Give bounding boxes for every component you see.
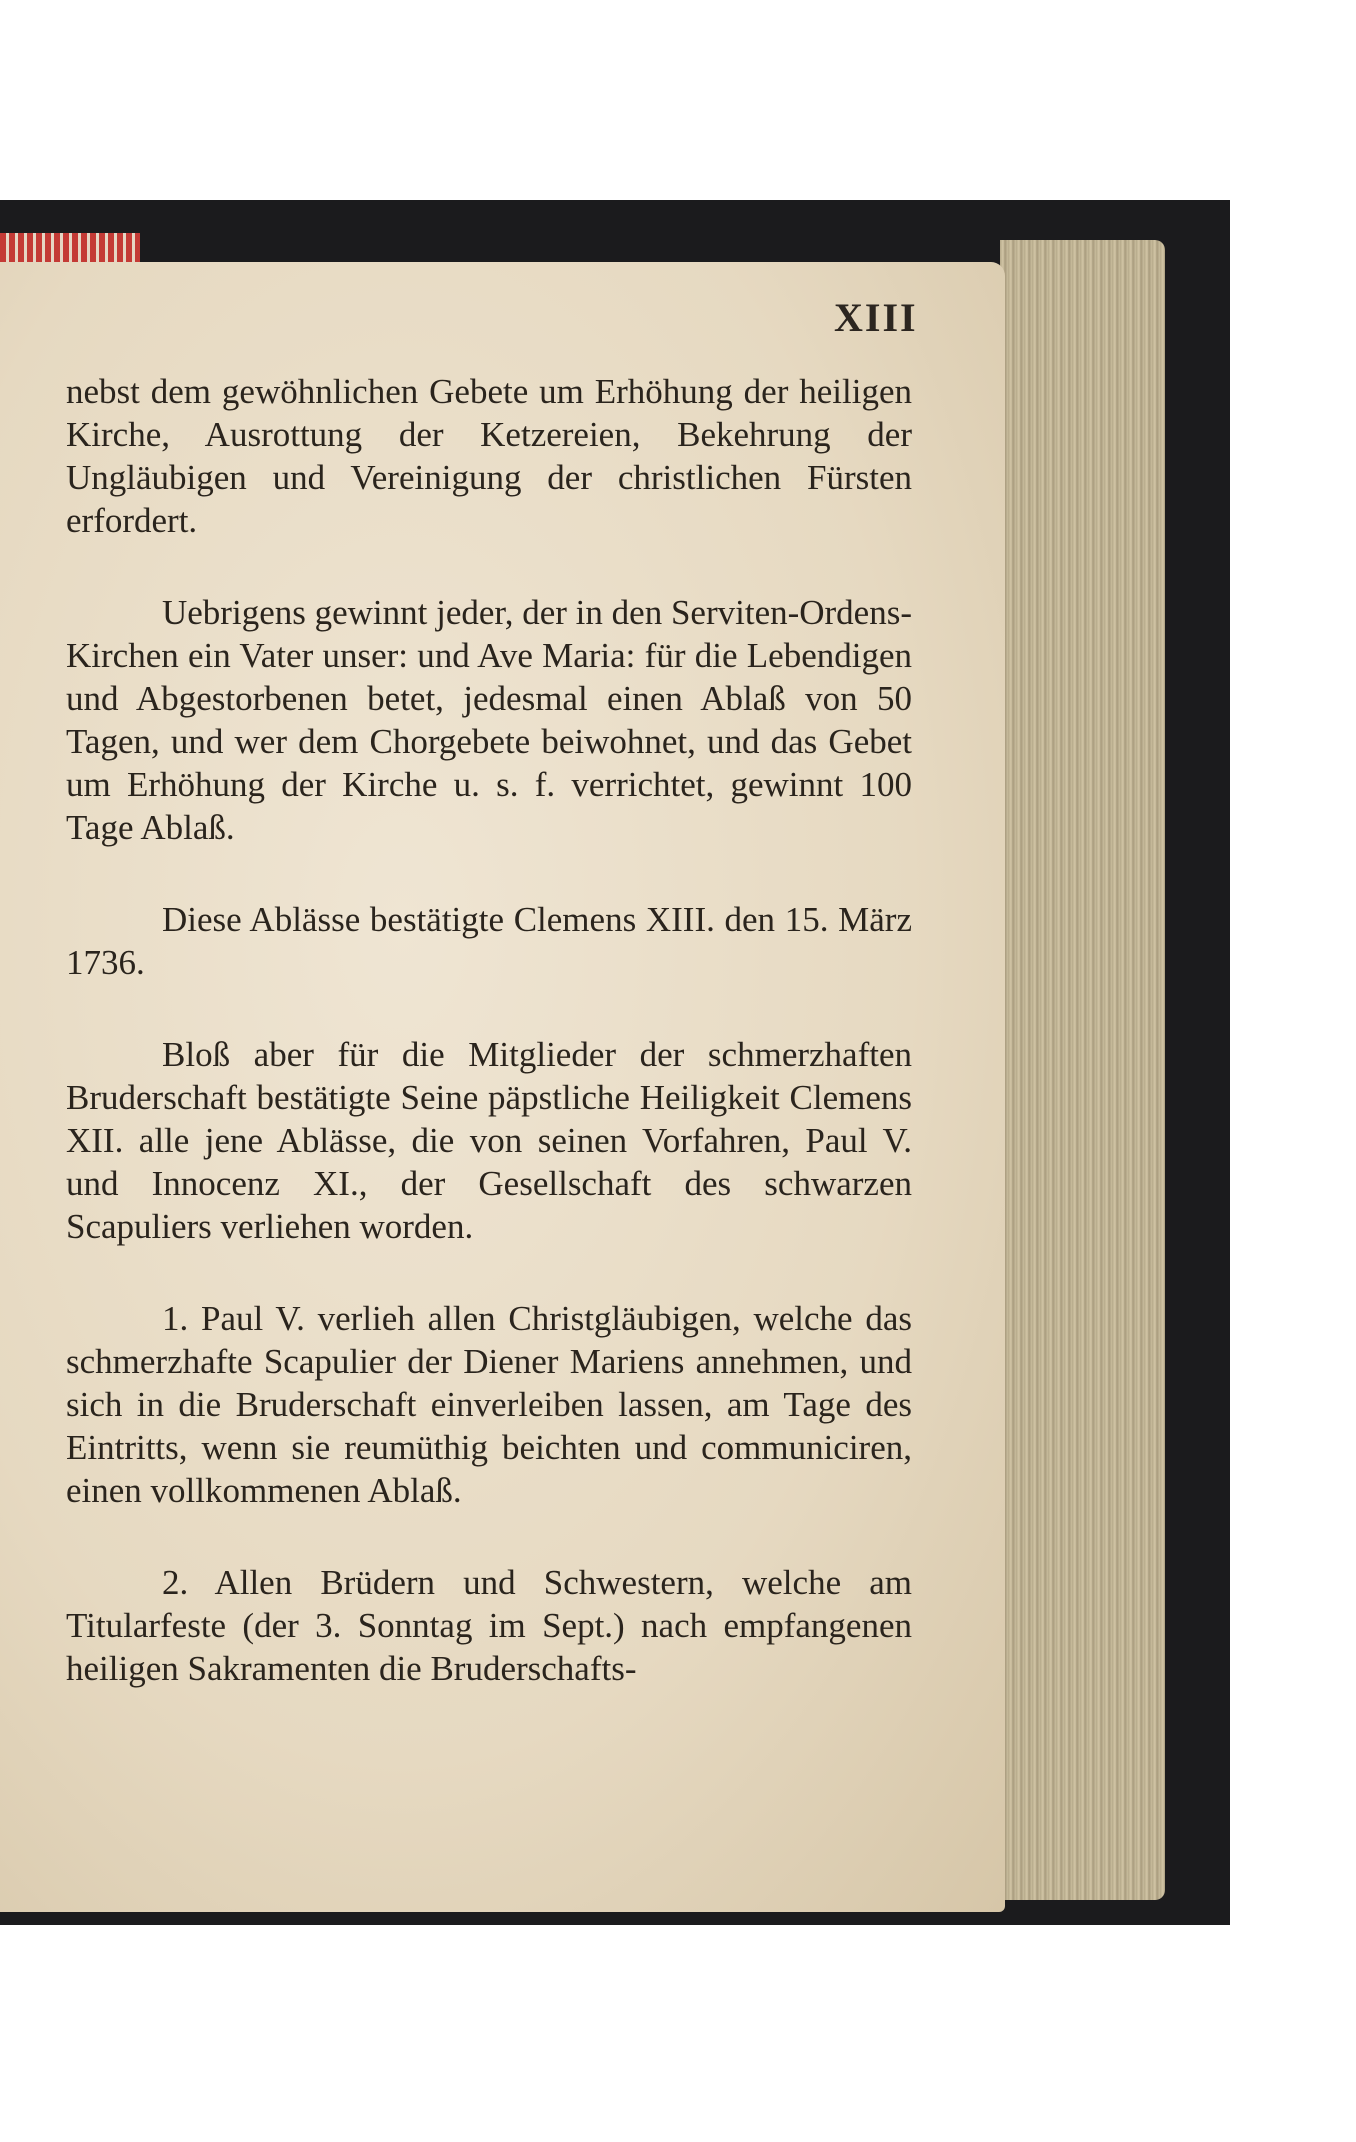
page-text bbox=[66, 370, 912, 1739]
paragraph-1: nebst dem gewöhnlichen Gebete um Erhöhung der heiligen Kirche, Ausrottung der Ketzereien, Bekehrung der Ungläubigen und Vereinigung der christlichen Fürsten erfordert. bbox=[66, 372, 912, 540]
paragraph-4: Bloß aber für die Mitglieder der schmerzhaften Bruderschaft bestätigte Seine päpstliche Heiligkeit Clemens XII. alle jene Ablässe, die von seinen Vorfahren, Paul V. und Innocenz XI., der Gesellschaft des schwarzen Scapuliers verliehen worden. bbox=[66, 1035, 912, 1246]
bookmark-ribbon bbox=[0, 233, 140, 263]
paragraph-6: 2. Allen Brüdern und Schwestern, welche am Titularfeste (der 3. Sonntag im Sept.) nach empfangenen heiligen Sakramenten die Bruderschafts- bbox=[66, 1563, 912, 1688]
page-edges bbox=[1000, 240, 1165, 1900]
page-number: XIII bbox=[834, 295, 918, 340]
paragraph-3: Diese Ablässe bestätigte Clemens XIII. den 15. März 1736. bbox=[66, 900, 912, 982]
paragraph-5: 1. Paul V. verlieh allen Christgläubigen, welche das schmerzhafte Scapulier der Diener Mariens annehmen, und sich in die Bruderschaft einverleiben lassen, am Tage des Eintritts, wenn sie reumüthig beichten und communiciren, einen vollkommenen Ablaß. bbox=[66, 1299, 912, 1510]
paragraph-2: Uebrigens gewinnt jeder, der in den Serviten-Ordens-Kirchen ein Vater unser: und Ave Maria: für die Lebendigen und Abgestorbenen betet, jedesmal einen Ablaß von 50 Tagen, und wer dem Chorgebete beiwohnet, und das Gebet um Erhöhung der Kirche u. s. f. verrichtet, gewinnt 100 Tage Ablaß. bbox=[66, 593, 912, 847]
